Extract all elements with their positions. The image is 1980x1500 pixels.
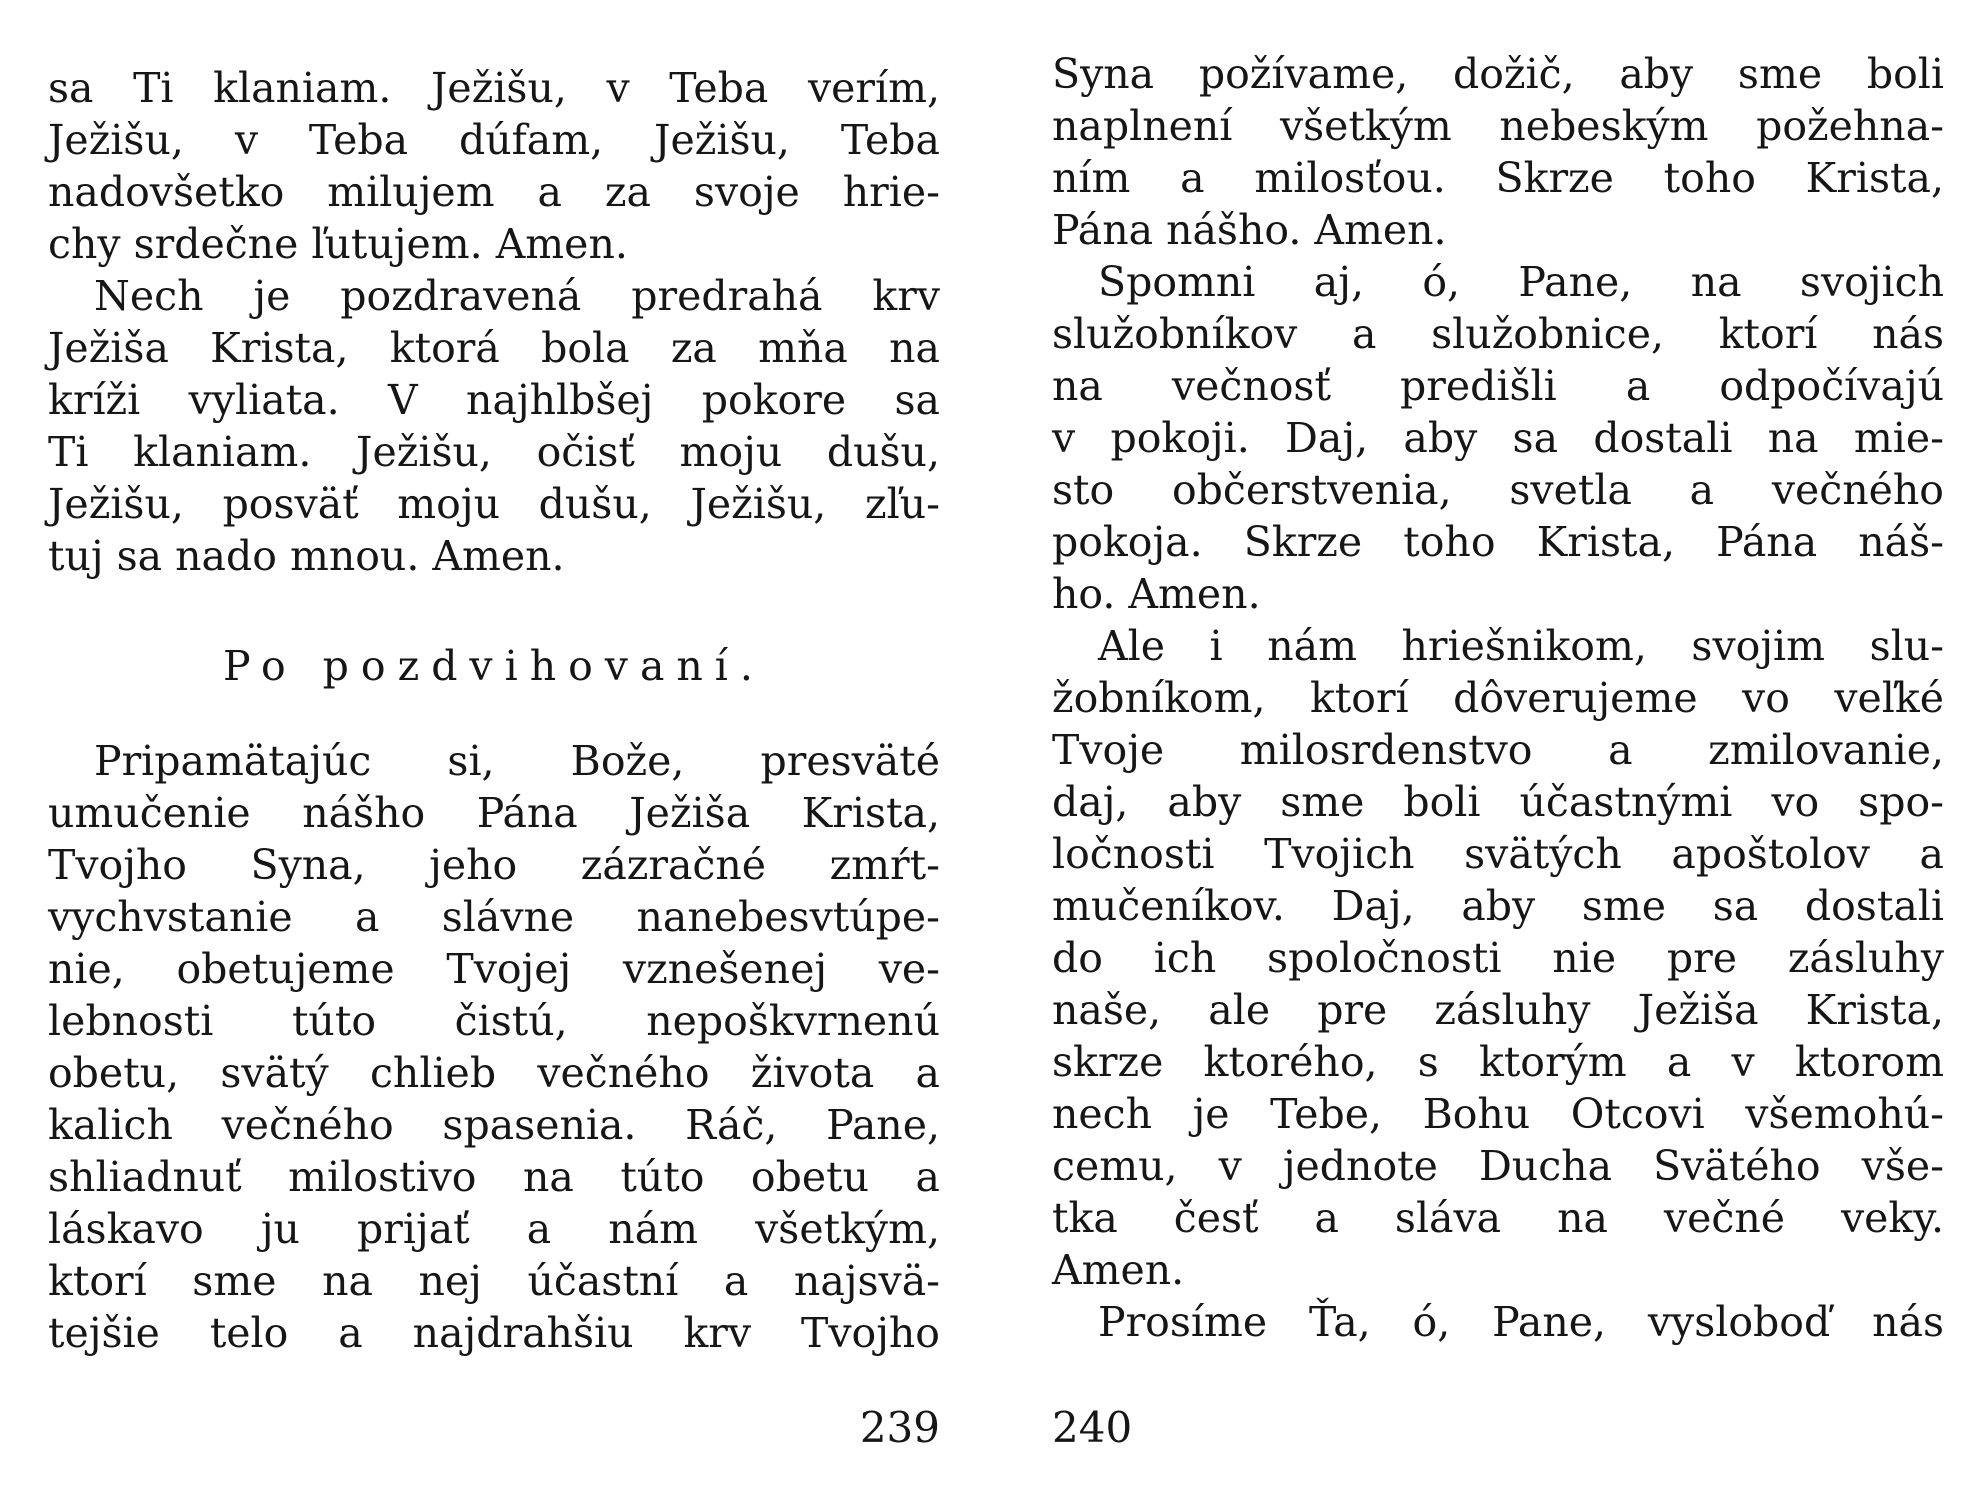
- text-line: sto občerstvenia, svetla a večného: [1052, 466, 1944, 514]
- text-line: ločnosti Tvojich svätých apoštolov a: [1052, 830, 1944, 878]
- text-line: Ježišu, v Teba dúfam, Ježišu, Teba: [48, 116, 940, 164]
- text-line: naše, ale pre zásluhy Ježiša Krista,: [1052, 986, 1944, 1034]
- text-line: nie, obetujeme Tvojej vznešenej ve-: [48, 945, 940, 993]
- text-line: žobníkom, ktorí dôverujeme vo veľké: [1052, 674, 1944, 722]
- text-line: skrze ktorého, s ktorým a v ktorom: [1052, 1038, 1944, 1086]
- page-number: 240: [1052, 1403, 1133, 1452]
- text-line: tuj sa nado mnou. Amen.: [48, 532, 565, 580]
- text-line: lebnosti túto čistú, nepoškvrnenú: [48, 997, 940, 1045]
- text-line: tka česť a sláva na večné veky.: [1052, 1194, 1944, 1242]
- text-line: vychvstanie a slávne nanebesvtúpe-: [48, 893, 940, 941]
- text-line: Tvojho Syna, jeho zázračné zmŕt-: [48, 841, 940, 889]
- text-line: láskavo ju prijať a nám všetkým,: [48, 1205, 940, 1253]
- text-line: Spomni aj, ó, Pane, na svojich: [1098, 258, 1944, 306]
- text-line: Tvoje milosrdenstvo a zmilovanie,: [1052, 726, 1944, 774]
- text-line: Amen.: [1052, 1246, 1185, 1294]
- left-page: [48, 0, 940, 1500]
- text-line: mučeníkov. Daj, aby sme sa dostali: [1052, 882, 1944, 930]
- text-line: pokoja. Skrze toho Krista, Pána náš-: [1052, 518, 1944, 566]
- text-line: Nech je pozdravená predrahá krv: [94, 272, 940, 320]
- text-line: Ježišu, posväť moju dušu, Ježišu, zľu-: [48, 480, 940, 528]
- text-line: nadovšetko milujem a za svoje hrie-: [48, 168, 940, 216]
- text-line: nech je Tebe, Bohu Otcovi všemohú-: [1052, 1090, 1944, 1138]
- text-line: do ich spoločnosti nie pre zásluhy: [1052, 934, 1944, 982]
- section-heading: Po pozdvihovaní.: [223, 642, 765, 690]
- text-line: chy srdečne ľutujem. Amen.: [48, 220, 628, 268]
- page-number: 239: [859, 1403, 940, 1452]
- text-line: sa Ti klaniam. Ježišu, v Teba verím,: [48, 64, 940, 112]
- text-line: Pripamätajúc si, Bože, presväté: [94, 737, 940, 785]
- text-line: na večnosť predišli a odpočívajú: [1052, 362, 1944, 410]
- text-line: obetu, svätý chlieb večného života a: [48, 1049, 940, 1097]
- text-line: služobníkov a služobnice, ktorí nás: [1052, 310, 1944, 358]
- text-line: v pokoji. Daj, aby sa dostali na mie-: [1052, 414, 1944, 462]
- text-line: Ježiša Krista, ktorá bola za mňa na: [48, 324, 940, 372]
- text-line: tejšie telo a najdrahšiu krv Tvojho: [48, 1309, 940, 1357]
- text-line: Syna požívame, dožič, aby sme boli: [1052, 50, 1944, 98]
- text-line: Prosíme Ťa, ó, Pane, vysloboď nás: [1098, 1298, 1944, 1346]
- text-line: Pána nášho. Amen.: [1052, 206, 1447, 254]
- text-line: kalich večného spasenia. Ráč, Pane,: [48, 1101, 940, 1149]
- text-line: ho. Amen.: [1052, 570, 1261, 618]
- text-line: daj, aby sme boli účastnými vo spo-: [1052, 778, 1944, 826]
- text-line: cemu, v jednote Ducha Svätého vše-: [1052, 1142, 1944, 1190]
- text-line: kríži vyliata. V najhlbšej pokore sa: [48, 376, 940, 424]
- right-page: [1052, 0, 1944, 1500]
- text-line: shliadnuť milostivo na túto obetu a: [48, 1153, 940, 1201]
- text-line: Ale i nám hriešnikom, svojim slu-: [1098, 622, 1944, 670]
- text-line: Ti klaniam. Ježišu, očisť moju dušu,: [48, 428, 940, 476]
- text-line: ktorí sme na nej účastní a najsvä-: [48, 1257, 940, 1305]
- text-line: umučenie nášho Pána Ježiša Krista,: [48, 789, 940, 837]
- text-line: naplnení všetkým nebeským požehna-: [1052, 102, 1944, 150]
- text-line: ním a milosťou. Skrze toho Krista,: [1052, 154, 1944, 202]
